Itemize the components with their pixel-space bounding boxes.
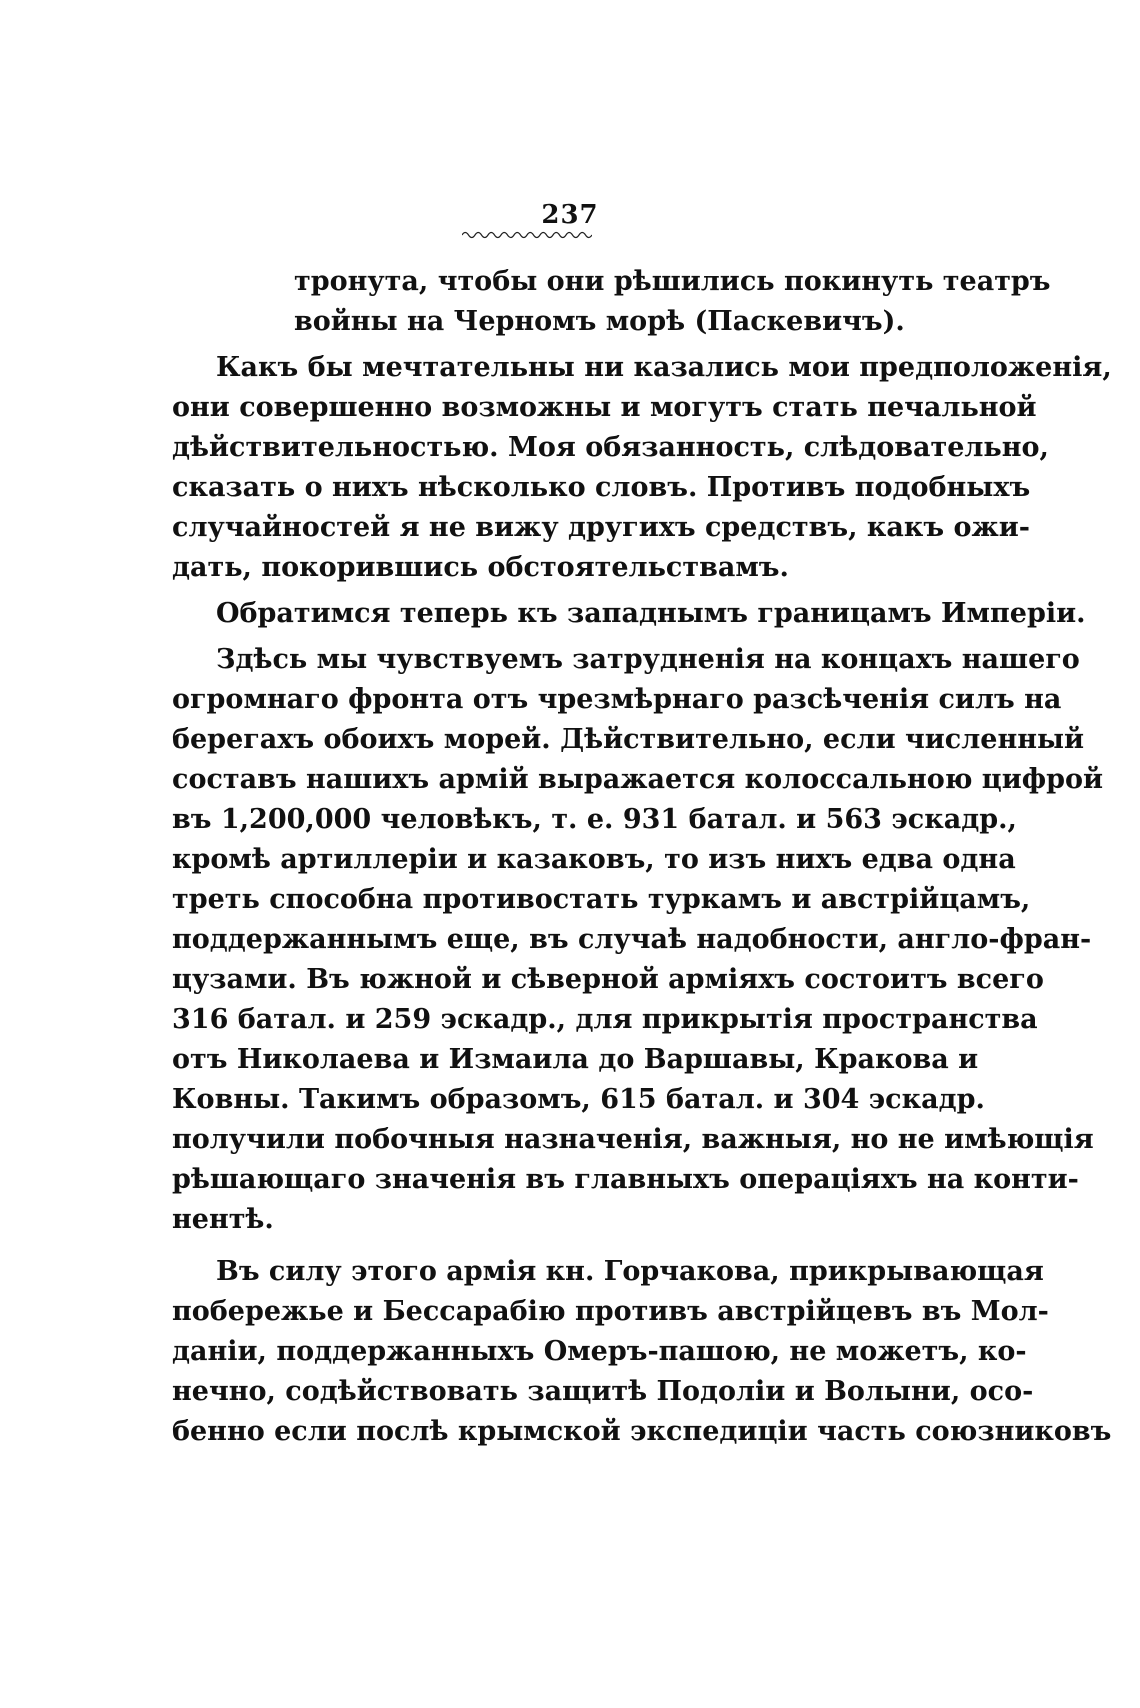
text-line: сказать о нихъ нѣсколько словъ. Противъ подобныхъ <box>172 472 1031 503</box>
text-line: дать, покорившись обстоятельствамъ. <box>172 552 789 583</box>
text-line: Въ силу этого армія кн. Горчакова, прикрывающая <box>216 1256 1044 1287</box>
text-line: 316 батал. и 259 эскадр., для прикрытія пространства <box>172 1004 1038 1035</box>
text-line: они совершенно возможны и могутъ стать печальной <box>172 392 1037 423</box>
text-line: нечно, содѣйствовать защитѣ Подоліи и Волыни, осо- <box>172 1376 1034 1407</box>
text-line: бенно если послѣ крымской экспедиціи часть союзниковъ <box>172 1416 1112 1447</box>
text-line: берегахъ обоихъ морей. Дѣйствительно, если численный <box>172 724 1085 755</box>
text-line: огромнаго фронта отъ чрезмѣрнаго разсѣченія силъ на <box>172 684 1062 715</box>
text-line: Ковны. Такимъ образомъ, 615 батал. и 304 эскадр. <box>172 1084 985 1115</box>
text-line: побережье и Бессарабію противъ австрійцевъ въ Мол- <box>172 1296 1049 1327</box>
text-line: получили побочныя назначенія, важныя, но не имѣющія <box>172 1124 1094 1155</box>
text-line: Какъ бы мечтательны ни казались мои предположенія, <box>216 352 1112 383</box>
text-line: цузами. Въ южной и сѣверной арміяхъ состоитъ всего <box>172 964 1044 995</box>
text-line: войны на Черномъ морѣ (Паскевичъ). <box>294 306 905 337</box>
text-line: Здѣсь мы чувствуемъ затрудненія на концахъ нашего <box>216 644 1080 675</box>
body-text <box>172 262 1112 1452</box>
text-line: треть способна противостать туркамъ и австрійцамъ, <box>172 884 1031 915</box>
text-line: дѣйствительностью. Моя обязанность, слѣдовательно, <box>172 432 1049 463</box>
text-line: рѣшающаго значенія въ главныхъ операціяхъ на конти- <box>172 1164 1079 1195</box>
text-line: кромѣ артиллеріи и казаковъ, то изъ нихъ едва одна <box>172 844 1016 875</box>
text-line: нентѣ. <box>172 1204 274 1235</box>
text-line: въ 1,200,000 человѣкъ, т. е. 931 батал. и 563 эскадр., <box>172 804 1017 835</box>
text-line: Обратимся теперь къ западнымъ границамъ Имперіи. <box>216 598 1086 629</box>
text-line: отъ Николаева и Измаила до Варшавы, Кракова и <box>172 1044 979 1075</box>
text-line: случайностей я не вижу другихъ средствъ, какъ ожи- <box>172 512 1030 543</box>
text-line: тронута, чтобы они рѣшились покинуть театръ <box>294 266 1051 297</box>
text-line: поддержаннымъ еще, въ случаѣ надобности, англо-фран- <box>172 924 1092 955</box>
decorative-wavy-rule <box>462 230 592 240</box>
text-line: даніи, поддержанныхъ Омеръ-пашою, не можетъ, ко- <box>172 1336 1027 1367</box>
text-line: составъ нашихъ армій выражается колоссальною цифрой <box>172 764 1104 795</box>
page-number: 237 <box>541 200 599 230</box>
